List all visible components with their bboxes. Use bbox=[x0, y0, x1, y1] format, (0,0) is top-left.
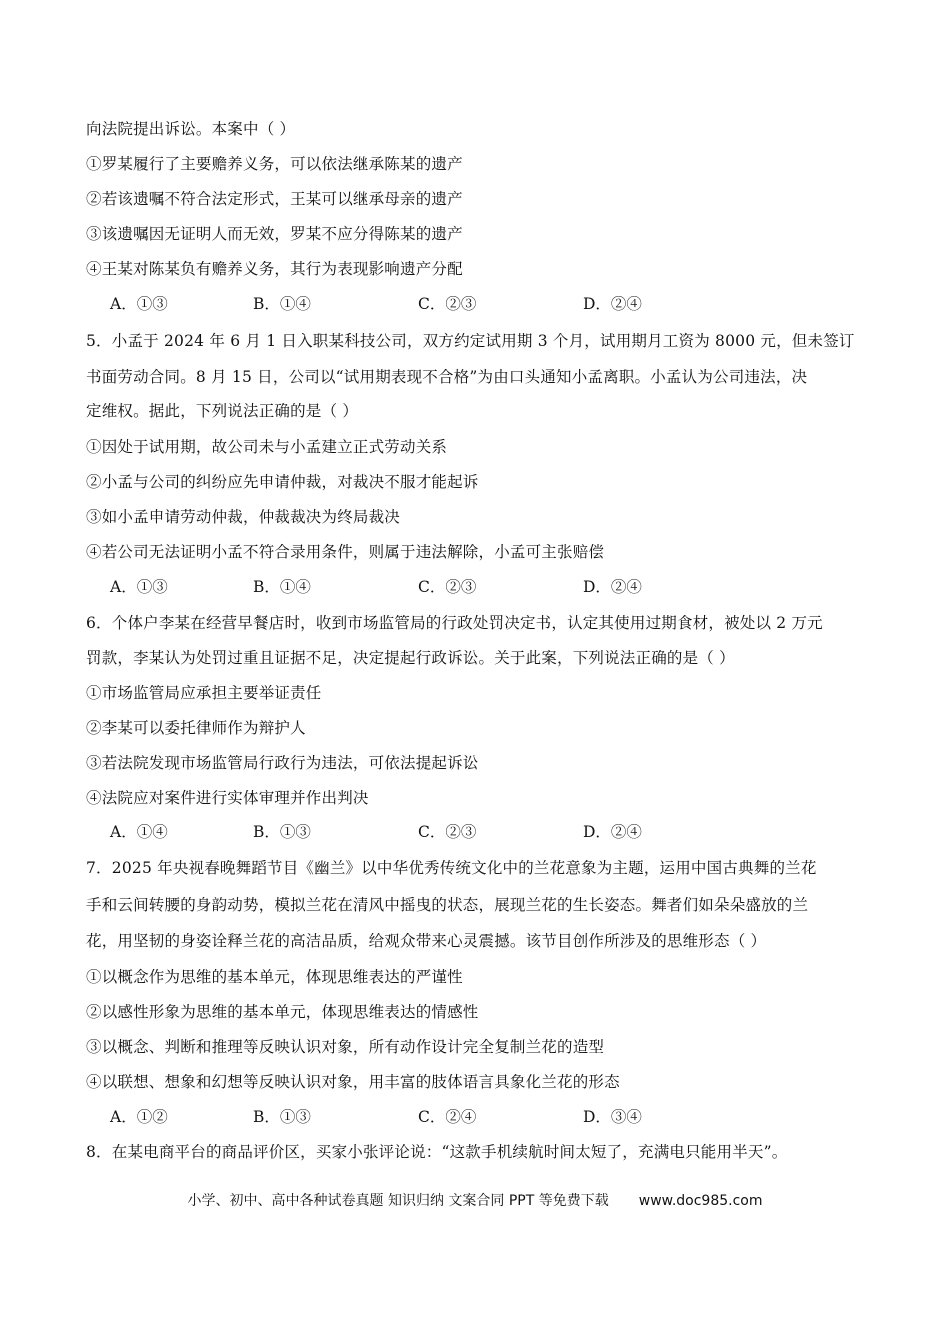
q5-item-2: ②小孟与公司的纠纷应先申请仲裁，对裁决不服才能起诉 bbox=[86, 473, 479, 491]
q5-item-1: ①因处于试用期，故公司未与小孟建立正式劳动关系 bbox=[86, 438, 448, 456]
q7-options bbox=[110, 1106, 810, 1128]
q6-stem-line-1: 6．个体户李某在经营早餐店时，收到市场监管局的行政处罚决定书，认定其使用过期食材，被处以 2 万元 bbox=[86, 614, 823, 632]
q5-options bbox=[110, 576, 810, 598]
q4-item-2: ②若该遗嘱不符合法定形式，王某可以继承母亲的遗产 bbox=[86, 190, 463, 208]
q5-option-c[interactable]: C．②③ bbox=[418, 578, 477, 596]
q5-item-4: ④若公司无法证明小孟不符合录用条件，则属于违法解除，小孟可主张赔偿 bbox=[86, 543, 605, 561]
q8-stem-line-1: 8．在某电商平台的商品评价区，买家小张评论说：“这款手机续航时间太短了，充满电只能用半天”。 bbox=[86, 1143, 788, 1161]
q6-option-b[interactable]: B．①③ bbox=[253, 823, 311, 841]
q7-item-3: ③以概念、判断和推理等反映认识对象，所有动作设计完全复制兰花的造型 bbox=[86, 1038, 605, 1056]
page-footer bbox=[0, 1190, 950, 1212]
q7-item-1: ①以概念作为思维的基本单元，体现思维表达的严谨性 bbox=[86, 968, 463, 986]
q7-item-4: ④以联想、想象和幻想等反映认识对象，用丰富的肢体语言具象化兰花的形态 bbox=[86, 1073, 620, 1091]
q5-stem-line-3: 定维权。据此，下列说法正确的是（ ） bbox=[86, 402, 359, 420]
q4-item-3: ③该遗嘱因无证明人而无效，罗某不应分得陈某的遗产 bbox=[86, 225, 463, 243]
q7-stem-line-1: 7．2025 年央视春晚舞蹈节目《幽兰》以中华优秀传统文化中的兰花意象为主题，运用中国古典舞的兰花 bbox=[86, 859, 817, 877]
q6-item-2: ②李某可以委托律师作为辩护人 bbox=[86, 719, 306, 737]
footer-url[interactable]: www.doc985.com bbox=[638, 1193, 763, 1209]
q5-option-a[interactable]: A．①③ bbox=[110, 578, 168, 596]
q7-stem-line-2: 手和云间转腰的身韵动势，模拟兰花在清风中摇曳的状态，展现兰花的生长姿态。舞者们如朵朵盛放的兰 bbox=[86, 896, 809, 914]
q7-option-d[interactable]: D．③④ bbox=[583, 1108, 642, 1126]
q4-option-a[interactable]: A．①③ bbox=[110, 295, 168, 313]
q6-option-d[interactable]: D．②④ bbox=[583, 823, 642, 841]
q4-item-1: ①罗某履行了主要赡养义务，可以依法继承陈某的遗产 bbox=[86, 155, 463, 173]
q4-option-b[interactable]: B．①④ bbox=[253, 295, 311, 313]
q6-item-1: ①市场监管局应承担主要举证责任 bbox=[86, 684, 322, 702]
q4-item-4: ④王某对陈某负有赡养义务，其行为表现影响遗产分配 bbox=[86, 260, 463, 278]
q5-item-3: ③如小孟申请劳动仲裁，仲裁裁决为终局裁决 bbox=[86, 508, 401, 526]
q4-option-c[interactable]: C．②③ bbox=[418, 295, 477, 313]
q6-item-3: ③若法院发现市场监管局行政行为违法，可依法提起诉讼 bbox=[86, 754, 479, 772]
q7-stem-line-3: 花，用坚韧的身姿诠释兰花的高洁品质，给观众带来心灵震撼。该节目创作所涉及的思维形态（ ） bbox=[86, 932, 767, 950]
q4-options bbox=[110, 293, 810, 315]
footer-text: 小学、初中、高中各种试卷真题 知识归纳 文案合同 PPT 等免费下载 bbox=[187, 1193, 609, 1209]
q7-option-c[interactable]: C．②④ bbox=[418, 1108, 477, 1126]
q4-stem-tail: 向法院提出诉讼。本案中（ ） bbox=[86, 120, 296, 138]
q7-option-a[interactable]: A．①② bbox=[110, 1108, 168, 1126]
q6-options bbox=[110, 821, 810, 843]
q6-option-c[interactable]: C．②③ bbox=[418, 823, 477, 841]
q5-option-b[interactable]: B．①④ bbox=[253, 578, 311, 596]
q4-option-d[interactable]: D．②④ bbox=[583, 295, 642, 313]
q6-item-4: ④法院应对案件进行实体审理并作出判决 bbox=[86, 789, 369, 807]
q5-stem-line-1: 5．小孟于 2024 年 6 月 1 日入职某科技公司，双方约定试用期 3 个月，试用期月工资为 8000 元，但未签订 bbox=[86, 332, 855, 350]
q6-stem-line-2: 罚款，李某认为处罚过重且证据不足，决定提起行政诉讼。关于此案，下列说法正确的是（ ） bbox=[86, 649, 735, 667]
q7-item-2: ②以感性形象为思维的基本单元，体现思维表达的情感性 bbox=[86, 1003, 479, 1021]
q7-option-b[interactable]: B．①③ bbox=[253, 1108, 311, 1126]
q5-stem-line-2: 书面劳动合同。8 月 15 日，公司以“试用期表现不合格”为由口头通知小孟离职。小孟认为公司违法，决 bbox=[86, 368, 808, 386]
q5-option-d[interactable]: D．②④ bbox=[583, 578, 642, 596]
q6-option-a[interactable]: A．①④ bbox=[110, 823, 168, 841]
